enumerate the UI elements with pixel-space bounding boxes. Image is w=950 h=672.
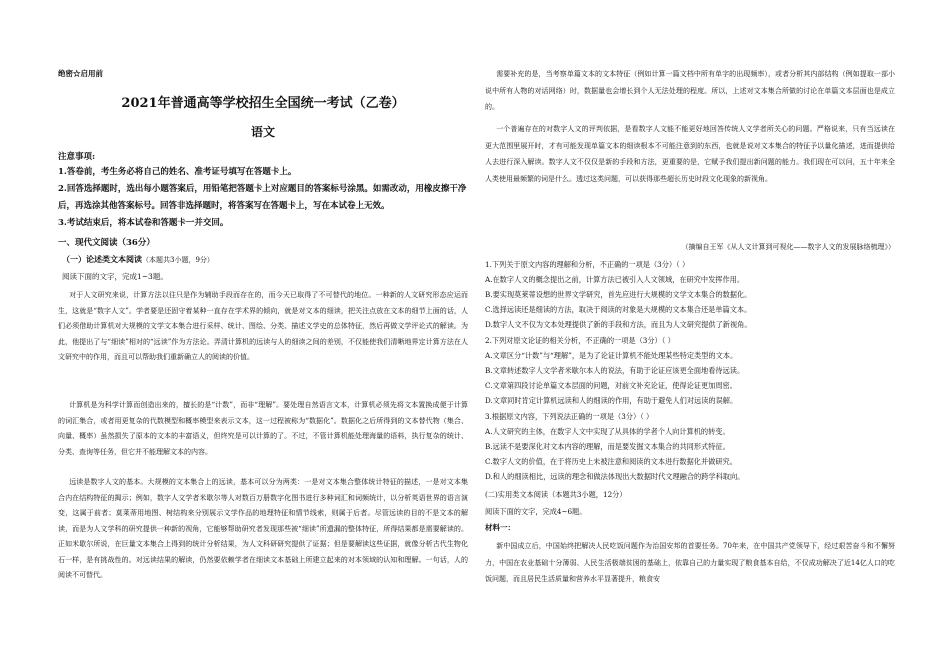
question-3-option-d[interactable]: D.和人的细读相比，远读的理念和做法体现出大数据时代文理融合的跨学科取向。 bbox=[485, 472, 745, 481]
subsection-1-title: （一）论述类文本阅读 bbox=[62, 254, 142, 264]
notice-item-1: 1.答卷前，考生务必将自己的姓名、准考证号填写在答题卡上。 bbox=[58, 167, 297, 177]
question-1-option-a[interactable]: A.在数字人文的概念提出之前，计算方法已被引入人文领域，在研究中发挥作用。 bbox=[485, 275, 745, 284]
passage-paragraph-1: 对于人文研究来说，计算方法以往只是作为辅助手段而存在的，而今天已取得了不可替代的地位。一种新的人文研究形态应运而生，这就是“数字人文”。学者要是还固守着某种一直存在学术界的倾向，就是对文本的细读，把关注点放在文本的细节上面的话，人们必须借助计算机对大规模的文学文本集合进行采样、统计、图绘、分类、描述文学史的总体特征，然后再做文学评论式的解读。为此，他提出了与“细读”相对的“远读”作为方法论。弄清计算机的远读与人的细读之间的差别，不仅能使我们清晰地界定计算方法在人文研究中的作用，而且可以帮助我们重新确立人的阅读的价值。 bbox=[58, 291, 468, 361]
question-2 bbox=[485, 334, 895, 408]
reading-instruction-1: 阅读下面的文字，完成1~3题。 bbox=[62, 272, 168, 281]
question-1-option-c[interactable]: C.选择远读还是细读的方法，取决于阅读的对象是大规模的文本集合还是单篇文本。 bbox=[485, 305, 752, 314]
question-2-option-c[interactable]: C.文章第四段讨论单篇文本层面的问题，对前文补充论证，使得论证更加周密。 bbox=[485, 381, 737, 390]
question-1-option-b[interactable]: B.要实现莫莱蒂设想的世界文学研究，首先应进行大规模的文学文本集合的数据化。 bbox=[485, 290, 752, 299]
material-label: 材料一： bbox=[485, 523, 515, 532]
question-1-stem: 1.下列关于原文内容的理解和分析，不正确的一项是（3分）（ ） bbox=[485, 260, 690, 269]
question-3-stem: 3.根据原文内容，下列说法正确的一项是（3分）（ ） bbox=[485, 412, 654, 421]
question-3-option-c[interactable]: C.数字人文的价值，在于将历史上未被注意和阅读的文本进行数据化并做研究。 bbox=[485, 457, 737, 466]
subsection-1 bbox=[62, 254, 214, 265]
question-2-stem: 2.下列对原文论证的相关分析，不正确的一项是（3分）（ ） bbox=[485, 336, 675, 345]
reading-instruction-2: 阅读下面的文字，完成4~6题。 bbox=[485, 507, 587, 516]
notice-item-2: 2.回答选择题时，选出每小题答案后，用铅笔把答题卡上对应题目的答案标号涂黑。如需改动，用橡皮擦干净后，再选涂其他答案标号。回答非选择题时，将答案写在答题卡上，写在本试卷上无效。 bbox=[58, 184, 467, 211]
passage-citation: （摘编自王军《从人文计算到可视化——数字人文的发展脉络梳理》） bbox=[681, 243, 895, 251]
question-3-option-a[interactable]: A.人文研究的主体，在数字人文中实现了从具体的学者个人向计算机的转变。 bbox=[485, 427, 730, 436]
notice-item-3: 3.考试结束后，将本试卷和答题卡一并交回。 bbox=[58, 218, 229, 228]
question-3 bbox=[485, 410, 895, 484]
question-3-option-b[interactable]: B.远读不是要深化对文本内容的理解，而是要发掘文本集合的共同形式特征。 bbox=[485, 442, 730, 451]
subsection-2-title: (二)实用类文本阅读（本题共3小题，12分） bbox=[485, 490, 627, 499]
notice-heading: 注意事项: bbox=[58, 152, 96, 162]
question-1 bbox=[485, 258, 895, 332]
material-paragraph-1: 新中国成立后，中国始终把解决人民吃饭问题作为治国安邦的首要任务。70年来，在中国共产党领导下，经过艰苦奋斗和不懈努力，中国在农业基础十分薄弱、人民生活极端贫困的基础上，依靠自己的力量实现了粮食基本自给，不仅成功解决了近14亿人口的吃饭问题，而且居民生活质量和营养水平显著提升，粮食安 bbox=[485, 542, 895, 583]
secret-label: 绝密☆启用前 bbox=[58, 69, 103, 78]
question-1-option-d[interactable]: D.数字人文不仅为文本处理提供了新的手段和方法，而且为人文研究提供了新视角。 bbox=[485, 320, 752, 329]
question-2-option-b[interactable]: B.文章转述数字人文学者米歇尔本人的说法，有助于论证应该更全面地看待远读。 bbox=[485, 366, 745, 375]
subsection-1-note: （本题共3小题，9分） bbox=[142, 256, 214, 264]
subject-title: 语文 bbox=[250, 125, 275, 139]
section-1-title: 一、现代文阅读（36分） bbox=[58, 238, 155, 248]
passage-paragraph-5: 一个普遍存在的对数字人文的评判依据，是看数字人文能不能更好地回答传统人文学者所关心的问题。严格说来，只有当远读在更大范围里展开时，才有可能发现单篇文本的细读根本不可能注意到的东西，也就是说对文本集合的特征予以量化描述，进而提供给人去进行深入解读。数字人文不仅仅是新的手段和方法，更重要的是，它赋予我们提出新问题的能力。我们现在可以问，五十年来全人类使用最频繁的词是什么。透过这类问题，可以获得那些超长历史时段文化现象的新视角。 bbox=[485, 125, 895, 183]
question-2-option-a[interactable]: A.文章区分“计数”与“理解”，是为了论证计算机不能处理某些特定类型的文本。 bbox=[485, 351, 738, 360]
question-2-option-d[interactable]: D.文章同时肯定计算机远读和人的细读的作用，有助于避免人们对远读的误解。 bbox=[485, 396, 738, 405]
exam-title: 2021年普通高等学校招生全国统一考试（乙卷） bbox=[121, 96, 405, 111]
passage-paragraph-2: 计算机是为科学计算而创造出来的，擅长的是“计数”，而非“理解”。要处理自然语言文本，计算机必须先将文本置换成便于计算的词汇集合，或者用更复杂的代数模型和概率模型来表示文本，这一过程被称为“数据化”。数据化之后所得到的文本替代物（集合、向量、概率）虽然损失了原本的文本的丰富语义，但终究是可以计算的了。不过，不管计算机能处理海量的语料，执行复杂的统计、分类、查询等任务，但它并不能理解文本的内容。 bbox=[58, 401, 468, 456]
passage-paragraph-4: 需要补充的是，当考察单篇文本的文本特征（例如计算一篇文档中所有单字的出现频率），或者分析其内部结构（例如提取一部小说中所有人物的对话网络）时，数据量也会增长到个人无法处理的程度。所以，上述对文本集合所做的讨论在单篇文本层面也是成立的。 bbox=[485, 70, 895, 111]
passage-paragraph-3: 远读是数字人文的基本。大规模的文本集合上的远读，基本可以分为两类：一是对文本集合整体统计特征的描述，一是对文本集合内在结构特征的揭示；例如，数字人文学者米歇尔等人对数百万册数字化图书进行多种词汇和词频统计，以分析英语世界的语言演变，这属于前者；莫莱蒂用地图、树结构来分别展示文学作品的地理特征和情节线索，则属于后者。尽管远读的目的不是文本的解读，而是为人文学科的研究提供一种新的视角，它能够帮助研究者发现那些被“细读”所遗漏的整体特征，所得结果都是需要解读的。正如米歇尔所说，在巨量文本集合上得到的统计分析结果，为人文科研研究提供了证据；但是要解读这些证据，就像分析古代生物化石一样，是有挑战性的。对远读结果的解读，仍然要依赖学者在细读文本基础上所建立起来的对本领域的认知和理解。一句话，人的阅读不可替代。 bbox=[58, 478, 468, 579]
